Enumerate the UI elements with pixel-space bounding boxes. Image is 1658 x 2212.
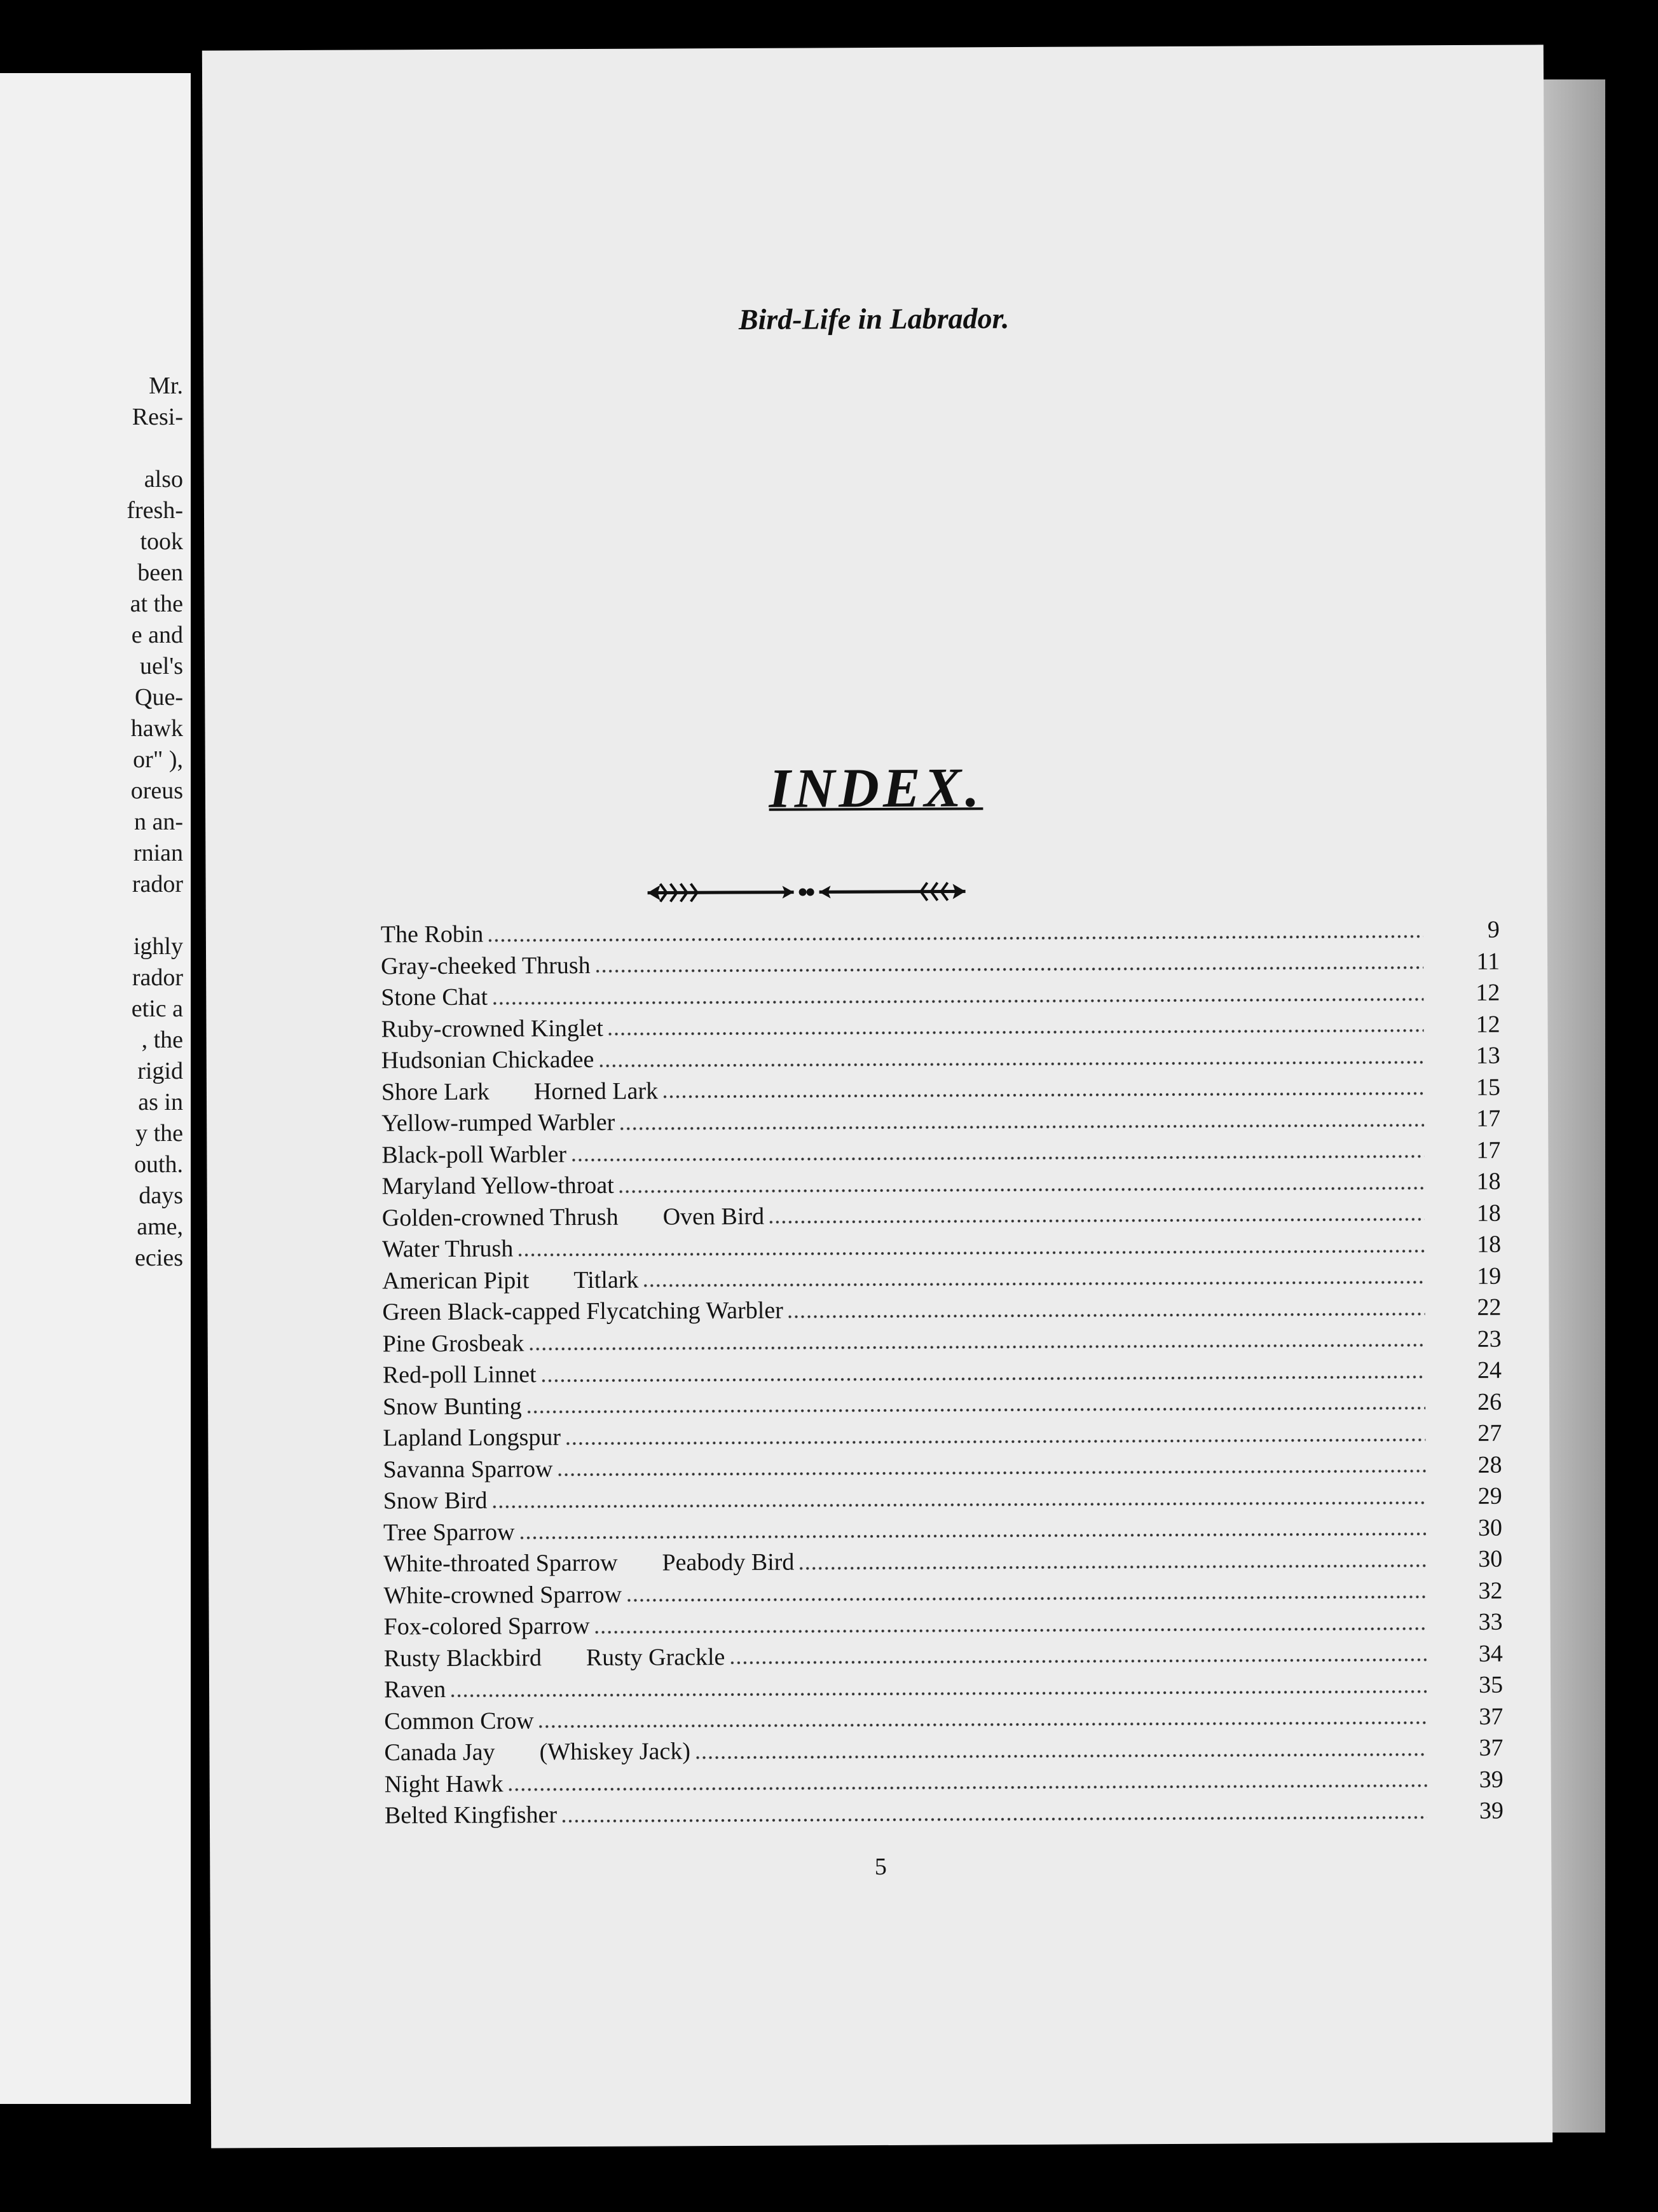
index-entry [381, 1136, 1500, 1172]
dot-leader [594, 1626, 1427, 1635]
index-page [202, 44, 1552, 2148]
facing-page-line: been [137, 559, 183, 586]
dot-leader [662, 1091, 1424, 1099]
bird-name: Yellow-rumped Warbler [381, 1109, 615, 1137]
index-entry [381, 1042, 1500, 1078]
entry-name [381, 920, 484, 949]
facing-page-line: Resi- [132, 404, 183, 430]
entry-page-number: 18 [1476, 1199, 1501, 1227]
facing-page-line: took [140, 528, 183, 555]
entry-name [385, 1801, 557, 1829]
entry-page-number: 23 [1477, 1325, 1502, 1353]
facing-page-line: e and [131, 622, 183, 648]
facing-page-line: fresh- [127, 497, 183, 524]
entry-page-number: 18 [1476, 1168, 1501, 1195]
entry-name [383, 1548, 794, 1578]
bird-alt-name: Titlark [573, 1266, 639, 1294]
dot-leader [607, 1028, 1424, 1037]
entry-page-number: 27 [1477, 1419, 1502, 1447]
entry-page-number: 28 [1477, 1451, 1502, 1478]
entry-page-number: 11 [1476, 948, 1500, 975]
facing-page-line: outh. [134, 1151, 183, 1178]
entry-name [383, 1455, 552, 1484]
entry-name [382, 1297, 783, 1327]
entry-page-number: 18 [1476, 1231, 1502, 1258]
bird-name: Hudsonian Chickadee [381, 1046, 594, 1074]
entry-page-number: 32 [1478, 1577, 1503, 1604]
bird-name: Water Thrush [381, 1235, 514, 1263]
bird-name: Savanna Sparrow [383, 1455, 553, 1483]
index-entry [382, 1231, 1501, 1267]
dot-leader [491, 997, 1423, 1006]
entry-name [381, 1014, 603, 1043]
index-entry [383, 1513, 1502, 1550]
dot-leader [787, 1311, 1425, 1319]
bird-name: Canada Jay [384, 1738, 495, 1766]
bird-alt-name: Horned Lark [533, 1077, 659, 1105]
bird-name: White-throated Sparrow [383, 1549, 618, 1578]
facing-page-line: Que- [135, 684, 183, 711]
bird-name: Red-poll Linnet [382, 1361, 537, 1389]
entry-page-number: 19 [1477, 1262, 1502, 1290]
bird-name: Pine Grosbeak [382, 1329, 524, 1357]
index-entry [381, 916, 1500, 952]
entry-page-number: 26 [1477, 1388, 1502, 1416]
entry-name [381, 951, 591, 980]
entry-name [383, 1487, 488, 1515]
bird-name: Snow Bunting [383, 1392, 522, 1420]
entry-name [384, 1612, 590, 1641]
index-title: INDEX. [769, 757, 983, 820]
entry-page-number: 24 [1477, 1356, 1502, 1384]
bird-name: American Pipit [382, 1266, 530, 1294]
running-head: Bird-Life in Labrador. [738, 302, 1010, 336]
index-entry [382, 1262, 1501, 1298]
facing-page-line: uel's [139, 653, 183, 679]
bird-name: Lapland Longspur [383, 1424, 561, 1452]
index-entry [381, 1105, 1500, 1141]
dot-leader [517, 1248, 1425, 1257]
entry-name [383, 1360, 537, 1389]
index-entries [381, 916, 1504, 1833]
dot-leader [507, 1783, 1427, 1792]
entry-name [384, 1737, 690, 1766]
entry-name [383, 1518, 515, 1546]
bird-name: Gray-cheeked Thrush [381, 952, 591, 980]
facing-page-line: ame, [137, 1213, 183, 1240]
facing-page-line: y the [135, 1120, 183, 1147]
bird-name: Stone Chat [381, 983, 488, 1011]
dot-leader [519, 1531, 1427, 1540]
dot-leader [798, 1563, 1426, 1571]
entry-page-number: 12 [1476, 979, 1500, 1006]
arrow-ornament [641, 873, 971, 910]
entry-page-number: 33 [1478, 1608, 1503, 1635]
entry-page-number: 37 [1479, 1734, 1504, 1761]
entry-page-number: 39 [1479, 1766, 1504, 1793]
bird-alt-name: Oven Bird [662, 1203, 765, 1230]
facing-page [0, 73, 191, 2104]
entry-name [383, 1580, 622, 1609]
facing-page-line: rnian [133, 840, 183, 866]
entry-page-number: 22 [1477, 1294, 1502, 1321]
dot-leader [570, 1154, 1424, 1163]
entry-name [381, 1077, 658, 1106]
bird-name: Black-poll Warbler [381, 1140, 567, 1168]
bird-name: Snow Bird [383, 1487, 488, 1515]
bird-name: Shore Lark [381, 1078, 490, 1105]
entry-page-number: 37 [1479, 1703, 1504, 1730]
index-entry [383, 1325, 1502, 1361]
index-entry [384, 1671, 1503, 1707]
index-entry [381, 1073, 1500, 1109]
entry-page-number: 12 [1476, 1011, 1500, 1038]
bird-name: Common Crow [384, 1707, 534, 1735]
index-entry [382, 1199, 1501, 1235]
bird-name: White-crowned Sparrow [383, 1581, 622, 1609]
dot-leader [619, 1123, 1424, 1131]
index-entry [383, 1388, 1502, 1424]
entry-name [382, 1202, 764, 1232]
bird-name: Rusty Blackbird [383, 1644, 542, 1672]
entry-page-number: 17 [1476, 1137, 1501, 1164]
index-entry [383, 1356, 1502, 1393]
facing-page-line: rador [132, 964, 183, 991]
facing-page-line: rigid [137, 1058, 183, 1084]
bird-alt-name: (Whiskey Jack) [539, 1738, 691, 1766]
index-entry [383, 1419, 1502, 1456]
entry-name [381, 1046, 594, 1074]
bird-alt-name: Peabody Bird [662, 1548, 795, 1576]
facing-page-line: at the [130, 591, 183, 617]
entry-page-number: 30 [1477, 1514, 1503, 1541]
index-entry [383, 1576, 1502, 1613]
entry-name [382, 1235, 513, 1264]
bird-name: Maryland Yellow-throat [381, 1171, 614, 1200]
index-entry [383, 1482, 1502, 1519]
index-entry [384, 1702, 1503, 1738]
dot-leader [528, 1342, 1425, 1351]
entry-name [381, 983, 488, 1012]
entry-name [383, 1423, 561, 1452]
facing-page-line: Mr. [149, 372, 183, 399]
bird-name: Belted Kingfisher [384, 1801, 558, 1829]
bird-name: The Robin [380, 920, 484, 948]
entry-page-number: 30 [1478, 1545, 1503, 1573]
facing-page-line: etic a [131, 995, 183, 1022]
index-entry [383, 1451, 1502, 1487]
index-entry [384, 1608, 1503, 1644]
entry-page-number: 15 [1476, 1074, 1501, 1101]
page-number: 5 [874, 1853, 887, 1881]
dot-leader [557, 1468, 1426, 1477]
facing-page-line: n an- [134, 809, 183, 835]
dot-leader [526, 1405, 1425, 1414]
facing-page-line [0, 433, 183, 464]
entry-name [381, 1140, 566, 1169]
entry-name [385, 1770, 504, 1798]
entry-name [384, 1676, 446, 1703]
entry-page-number: 17 [1476, 1105, 1501, 1132]
dot-leader [538, 1720, 1427, 1729]
entry-name [384, 1643, 725, 1672]
dot-leader [694, 1752, 1427, 1760]
index-entry [381, 1010, 1500, 1046]
dot-leader [626, 1594, 1426, 1602]
entry-name [384, 1707, 534, 1735]
index-entry [385, 1797, 1504, 1833]
bird-name: Night Hawk [384, 1770, 504, 1798]
bird-alt-name: Rusty Grackle [586, 1643, 725, 1671]
entry-name [382, 1171, 614, 1201]
bird-name: Fox-colored Sparrow [383, 1612, 590, 1641]
facing-page-line: rador [132, 871, 183, 898]
facing-page-line: also [144, 466, 183, 493]
index-entry [383, 1545, 1502, 1581]
dot-leader [642, 1280, 1425, 1288]
facing-page-line: , the [141, 1027, 183, 1053]
dot-leader [594, 965, 1423, 974]
entry-page-number: 29 [1477, 1482, 1502, 1510]
entry-page-number: 35 [1478, 1671, 1504, 1698]
entry-page-number: 39 [1479, 1797, 1504, 1824]
dot-leader [729, 1657, 1427, 1665]
dot-leader [540, 1374, 1425, 1383]
dot-leader [565, 1437, 1425, 1446]
facing-page-line: or" ), [133, 746, 183, 773]
dot-leader [491, 1500, 1425, 1509]
index-entry [385, 1765, 1504, 1801]
dot-leader [487, 934, 1423, 943]
index-entry [381, 979, 1500, 1015]
entry-page-number: 9 [1487, 916, 1500, 943]
index-entry [384, 1639, 1503, 1676]
entry-name [383, 1392, 522, 1421]
index-entry [382, 1168, 1501, 1204]
entry-page-number: 34 [1478, 1640, 1503, 1667]
index-entry [382, 1294, 1501, 1330]
dot-leader [618, 1185, 1425, 1194]
dot-leader [449, 1689, 1427, 1698]
facing-page-line: as in [138, 1089, 183, 1116]
facing-page-text [0, 371, 183, 1274]
entry-name [382, 1266, 638, 1295]
facing-page-line: hawk [130, 715, 183, 742]
book-gutter [191, 64, 205, 2110]
facing-page-line [0, 900, 183, 931]
dot-leader [768, 1217, 1425, 1225]
index-entry [381, 947, 1500, 983]
facing-page-line: ighly [133, 933, 183, 960]
dot-leader [598, 1060, 1423, 1068]
bird-name: Raven [383, 1676, 446, 1703]
entry-page-number: 13 [1476, 1042, 1500, 1069]
facing-page-line: ecies [135, 1245, 183, 1271]
facing-page-line: days [139, 1182, 183, 1209]
bird-name: Green Black-capped Flycatching Warbler [382, 1297, 783, 1326]
bird-name: Golden-crowned Thrush [381, 1203, 619, 1231]
bird-name: Tree Sparrow [383, 1518, 515, 1546]
dot-leader [561, 1815, 1427, 1824]
entry-name [383, 1329, 524, 1358]
index-entry [384, 1734, 1503, 1770]
entry-name [381, 1109, 615, 1138]
bird-name: Ruby-crowned Kinglet [381, 1014, 603, 1042]
facing-page-line: oreus [130, 777, 183, 804]
